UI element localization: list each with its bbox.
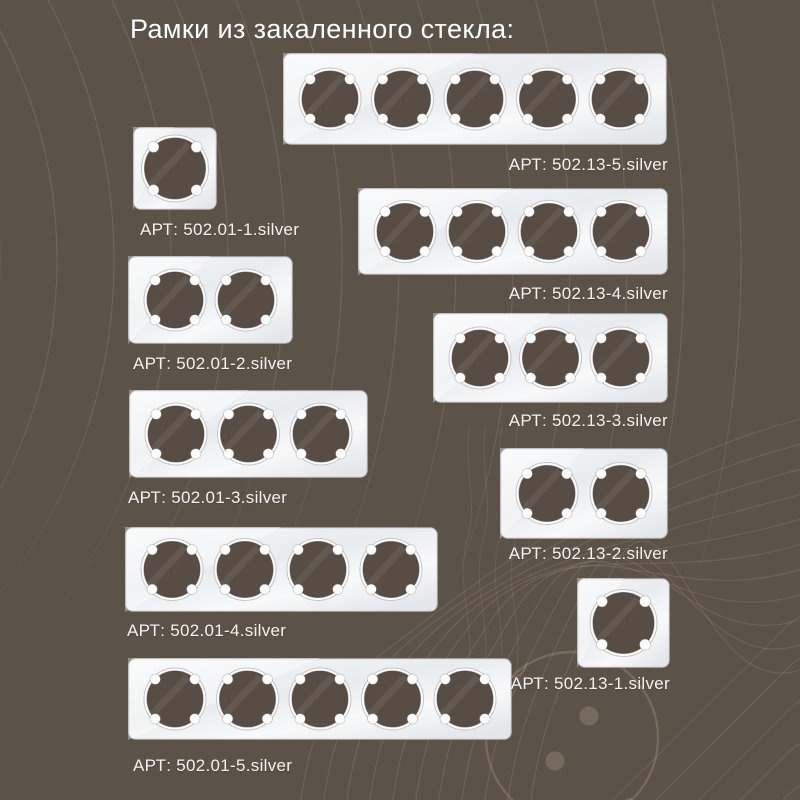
glass-frame <box>128 256 293 344</box>
frame-aperture <box>590 327 652 389</box>
glass-frame <box>358 188 668 275</box>
frame-aperture <box>520 327 582 389</box>
frame-aperture <box>446 201 508 263</box>
glass-frame <box>433 313 668 403</box>
frame-aperture <box>144 269 206 331</box>
product-art-label: АРТ: 502.01-5.silver <box>133 756 293 775</box>
product-art-label: АРТ: 502.01-1.silver <box>140 220 300 239</box>
frame-aperture <box>144 668 206 730</box>
frame-aperture <box>360 539 422 601</box>
frame-aperture <box>362 668 424 730</box>
glass-frame <box>577 578 670 668</box>
glass-frame <box>128 658 512 740</box>
product-art-label: АРТ: 502.13-3.silver <box>508 411 668 430</box>
frame-aperture <box>372 68 434 130</box>
frame-aperture <box>290 403 352 465</box>
glass-frame <box>500 448 668 539</box>
product-art-label: АРТ: 502.13-5.silver <box>508 155 668 174</box>
frame-aperture <box>444 68 506 130</box>
frame-aperture <box>287 539 349 601</box>
frame-aperture <box>517 68 579 130</box>
frame-aperture <box>215 269 277 331</box>
page-title: Рамки из закаленного стекла: <box>130 14 515 44</box>
frame-aperture <box>434 668 496 730</box>
frame-aperture <box>218 403 280 465</box>
product-art-label: АРТ: 502.13-2.silver <box>508 544 668 563</box>
frame-aperture <box>590 590 657 657</box>
frame-aperture <box>217 668 279 730</box>
product-art-label: АРТ: 502.13-4.silver <box>508 284 668 303</box>
frame-aperture <box>145 403 207 465</box>
glass-frame <box>283 53 667 145</box>
product-art-label: АРТ: 502.13-1.silver <box>510 674 670 693</box>
frame-aperture <box>590 201 652 263</box>
glass-frame <box>133 127 217 210</box>
frame-aperture <box>518 201 580 263</box>
glass-frame <box>125 527 438 612</box>
frame-aperture <box>374 201 436 263</box>
frame-aperture <box>589 68 651 130</box>
frame-aperture <box>142 135 209 202</box>
product-art-label: АРТ: 502.01-3.silver <box>128 488 288 507</box>
frame-aperture <box>516 463 578 525</box>
frame-aperture <box>289 668 351 730</box>
glass-frame <box>129 390 368 478</box>
product-art-label: АРТ: 502.01-2.silver <box>133 354 293 373</box>
frame-aperture <box>449 327 511 389</box>
product-art-label: АРТ: 502.01-4.silver <box>127 621 287 640</box>
frame-aperture <box>141 539 203 601</box>
frame-aperture <box>299 68 361 130</box>
frame-aperture <box>590 463 652 525</box>
frame-aperture <box>214 539 276 601</box>
